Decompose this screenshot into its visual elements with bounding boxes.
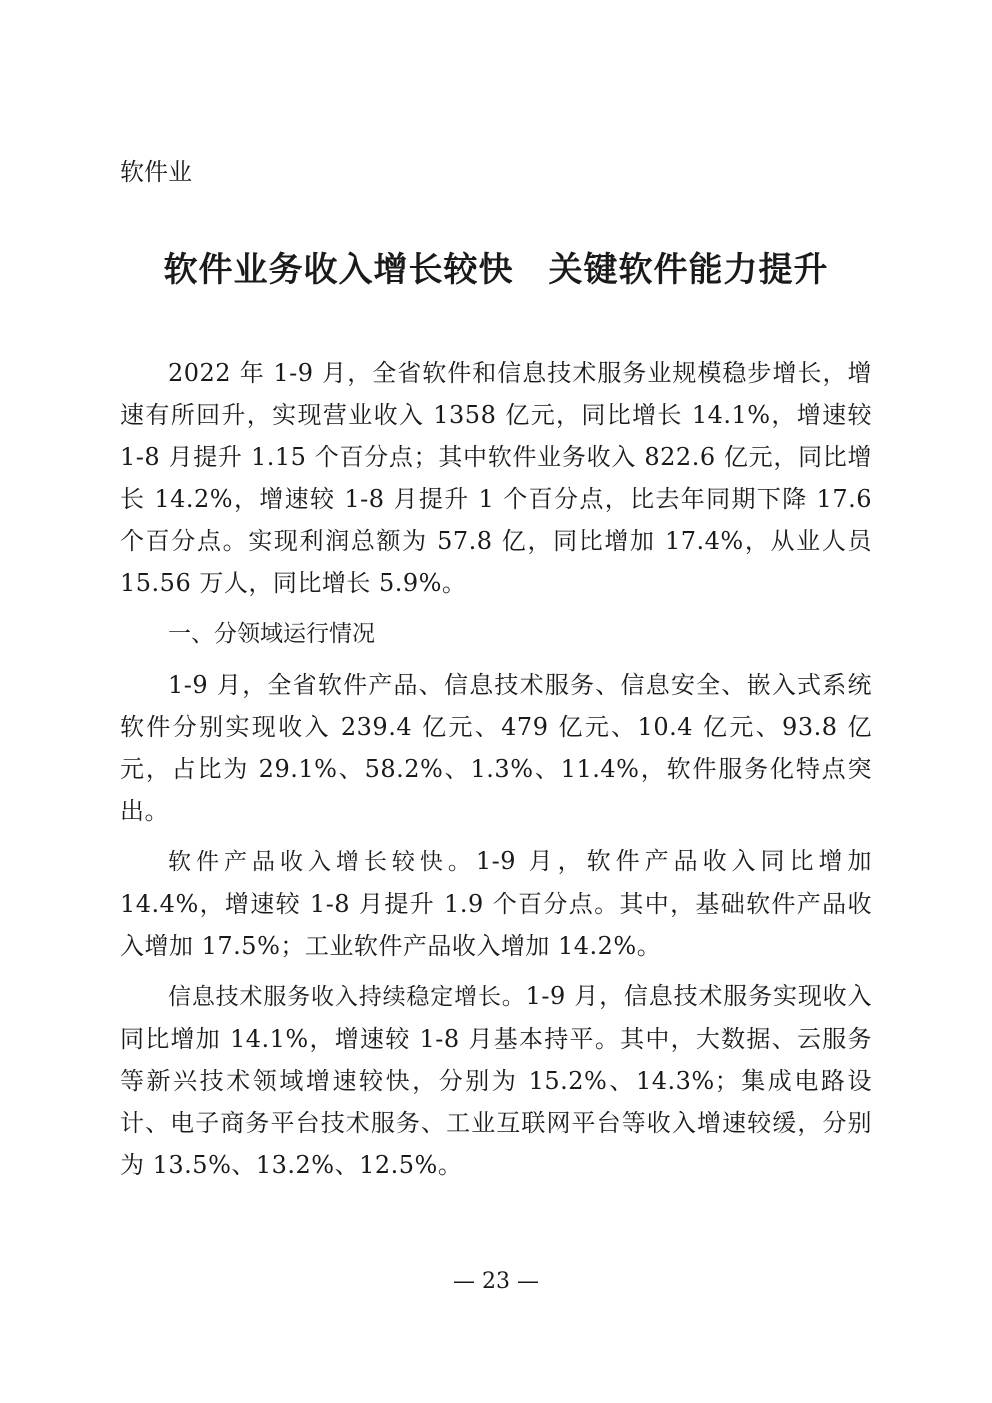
section-label: 软件业 [120, 158, 192, 186]
document-body [120, 352, 872, 1186]
intro-paragraph: 2022 年 1-9 月，全省软件和信息技术服务业规模稳步增长，增速有所回升，实现营业收入 1358 亿元，同比增长 14.1%，增速较 1-8 月提升 1.15 个百分点；其中软件业务收入 822.6 亿元，同比增长 14.2%，增速较 1-8 月提升 1 个百分点，比去年同期下降 17.6 个百分点。实现利润总额为 57.8 亿，同比增加 17.4%，从业人员 15.56 万人，同比增长 5.9%。 [120, 359, 872, 597]
software-products-paragraph [120, 840, 872, 967]
it-services-text: 1-9 月，信息技术服务实现收入同比增加 14.1%，增速较 1-8 月基本持平。其中，大数据、云服务等新兴技术领域增速较快，分别为 15.2%、14.3%；集成电路设计、电子商务平台技术服务、工业互联网平台等收入增速较缓，分别为 13.5%、13.2%、12.5%。 [120, 982, 872, 1179]
document-title: 软件业务收入增长较快 关键软件能力提升 [163, 250, 829, 290]
domain-paragraph: 1-9 月，全省软件产品、信息技术服务、信息安全、嵌入式系统软件分别实现收入 239.4 亿元、479 亿元、10.4 亿元、93.8 亿元，占比为 29.1%、58.2%、1.3%、11.4%，软件服务化特点突出。 [120, 671, 872, 825]
page-number: — 23 — [453, 1269, 539, 1294]
software-products-text: 1-9 月，软件产品收入同比增加 14.4%，增速较 1-8 月提升 1.9 个百分点。其中，基础软件产品收入增加 17.5%；工业软件产品收入增加 14.2%。 [120, 847, 873, 960]
it-services-paragraph [120, 975, 872, 1186]
section-heading: 一、分领域运行情况 [168, 621, 375, 647]
software-products-lead: 软件产品收入增长较快。 [168, 849, 476, 875]
it-services-lead: 信息技术服务收入持续稳定增长。 [168, 984, 526, 1010]
